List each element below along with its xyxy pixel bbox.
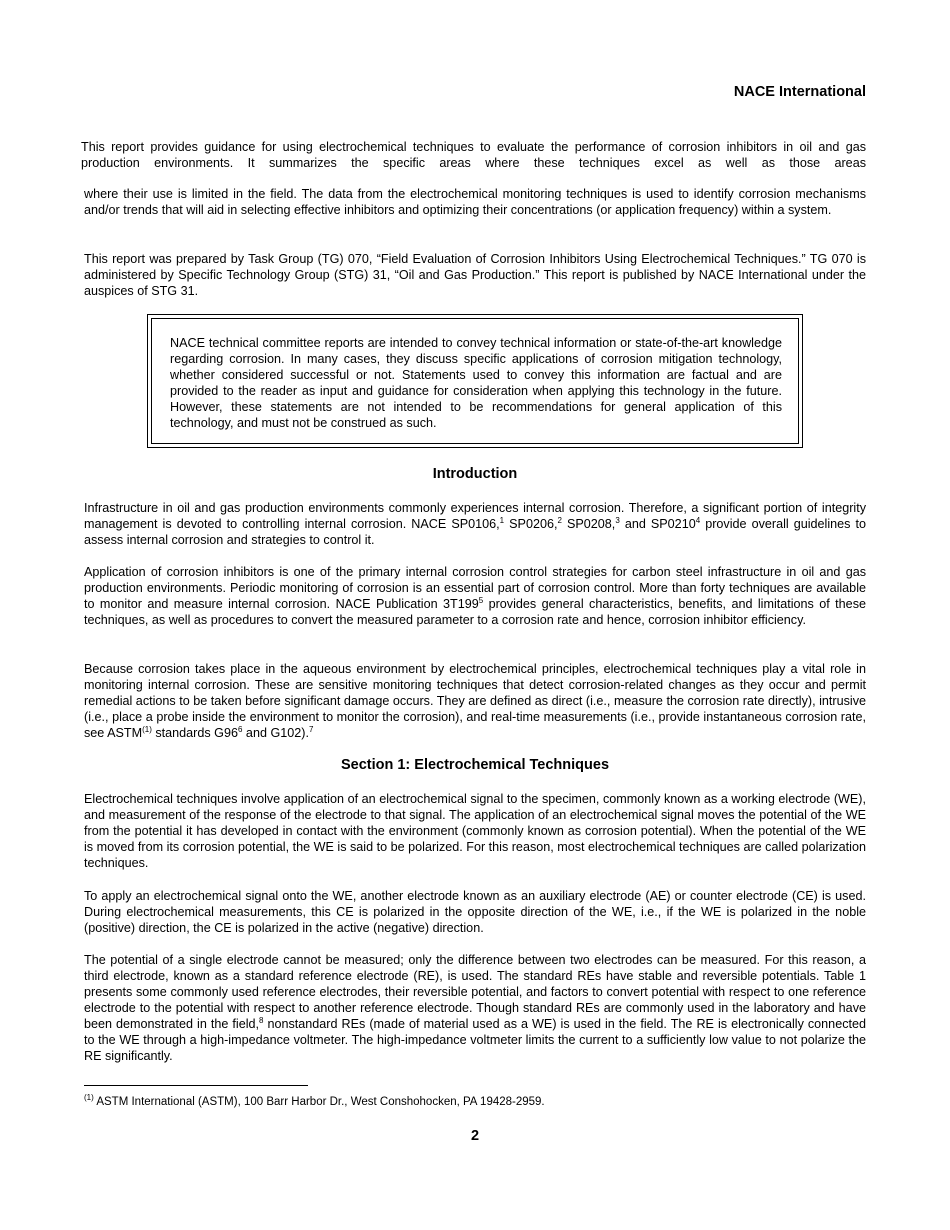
- foreword-paragraph-task-group: This report was prepared by Task Group (TG) 070, “Field Evaluation of Corrosion Inhibitors Using Electrochemical Techniques.” TG 070 is administered by Specific Technology Group (STG) 31, “Oil and Gas Production.” This report is published by NACE International under the auspices of STG 31.: [84, 252, 866, 298]
- reference-superscript: 6: [237, 724, 243, 734]
- text-run: standards G96: [151, 726, 238, 740]
- committee-notice-inner-border: [151, 318, 799, 444]
- footnote-marker: (1): [84, 1093, 94, 1103]
- text-run: Application of corrosion inhibitors is one of the primary internal corrosion control strategies for carbon steel infrastructure in oil and gas production environments. Periodic monitoring of corrosion is an essential part of corrosion control. More than forty techniques are available to monitor and measure internal corrosion. NACE Publication 3T199: [84, 565, 866, 611]
- section-1-paragraph-2: To apply an electrochemical signal onto the WE, another electrode known as an auxiliary electrode (AE) or counter electrode (CE) is used. During electrochemical measurements, this CE is polarized in the opposite direction of the WE, i.e., if the WE is polarized in the noble (positive) direction, the CE is polarized in the active (negative) direction.: [84, 889, 866, 935]
- introduction-paragraph-1: [84, 500, 866, 548]
- reference-superscript: 7: [308, 724, 314, 734]
- section-1-paragraph-1: Electrochemical techniques involve application of an electrochemical signal to the specimen, commonly known as a working electrode (WE), and measurement of the response of the electrode to that signal. The application of an electrochemical signal moves the potential of the WE from the potential it has developed in contact with the environment (commonly known as corrosion potential). When the potential of the WE is moved from its corrosion potential, the WE is said to be polarized. For this reason, most electrochemical techniques are called polarization techniques.: [84, 792, 866, 870]
- page-number: 2: [470, 1128, 480, 1144]
- text-run: provide overall guidelines to assess internal corrosion and strategies to control it.: [84, 517, 866, 547]
- footnote: [84, 1093, 545, 1108]
- committee-notice-box: [147, 314, 803, 448]
- reference-superscript: 2: [557, 515, 562, 525]
- reference-superscript: 3: [615, 515, 620, 525]
- foreword-paragraph-lead: This report provides guidance for using electrochemical techniques to evaluate the performance of corrosion inhibitors in oil and gas production environments. It summarizes the specific areas where these techniques excel as well as those areas: [81, 140, 866, 170]
- text-run: and G102).: [242, 726, 309, 740]
- reference-superscript: 8: [259, 1015, 264, 1025]
- foreword-paragraph-continued: where their use is limited in the field. The data from the electrochemical monitoring techniques is used to identify corrosion mechanisms and/or trends that will aid in selecting effective inhibitors and optimizing their concentrations (or application frequency) within a system.: [84, 187, 866, 217]
- footnote-text: ASTM International (ASTM), 100 Barr Harbor Dr., West Conshohocken, PA 19428-2959.: [93, 1096, 545, 1108]
- text-run: and SP0210: [619, 517, 696, 531]
- text-run: Because corrosion takes place in the aqueous environment by electrochemical principles, electrochemical techniques play a vital role in monitoring internal corrosion. These are sensitive monitoring techniques that detect corrosion-related changes as they occur and permit remedial actions to be taken before significant damage occurs. They are defined as direct (i.e., measure the corrosion rate directly), intrusive (i.e., place a probe inside the environment to monitor the corrosion), and real-time measurements (i.e., provide instantaneous corrosion rate, see ASTM: [84, 662, 866, 740]
- section-1-paragraph-3: [84, 952, 866, 1064]
- footnote-separator: [84, 1085, 308, 1086]
- footnote-superscript: (1): [142, 724, 152, 734]
- section-1-heading: Section 1: Electrochemical Techniques: [340, 757, 610, 773]
- text-run: The potential of a single electrode cannot be measured; only the difference between two electrodes can be measured. For this reason, a third electrode, known as a standard reference electrode (RE), is used. The standard REs have stable and reversible potentials. Table 1 presents some commonly used reference electrodes, their reversible potential, and factors to convert potential with respect to one reference electrode to the potential with respect to another reference electrode. Though standard REs are commonly used in the laboratory and have been demonstrated in the field,: [84, 953, 866, 1031]
- running-header: NACE International: [733, 84, 866, 100]
- introduction-paragraph-2: [84, 564, 866, 628]
- text-run: SP0208,: [561, 517, 616, 531]
- introduction-paragraph-3: [84, 661, 866, 741]
- committee-notice-text: NACE technical committee reports are intended to convey technical information or state-of-the-art knowledge regarding corrosion. In many cases, they discuss specific applications of corrosion mitigation technology, whether considered successful or not. Statements used to convey this information are factual and are provided to the reader as input and guidance for consideration when applying this technology in the future. However, these statements are not intended to be recommendations for general application of this technology, and must not be construed as such.: [170, 336, 782, 430]
- text-run: provides general characteristics, benefits, and limitations of these techniques, as well as procedures to convert the measured parameter to a corrosion rate and hence, corrosion inhibitor efficiency.: [84, 597, 866, 627]
- reference-superscript: 4: [695, 515, 701, 525]
- reference-superscript: 1: [499, 515, 505, 525]
- text-run: Infrastructure in oil and gas production environments commonly experiences internal corrosion. Therefore, a significant portion of integrity management is devoted to controlling internal corrosion. NACE SP0106,: [84, 501, 866, 531]
- reference-superscript: 5: [478, 595, 484, 605]
- text-run: nonstandard REs (made of material used as a WE) is used in the field. The RE is electronically connected to the WE through a high-impedance voltmeter. The high-impedance voltmeter limits the current to a sufficiently low value to not polarize the RE significantly.: [84, 1017, 866, 1063]
- introduction-heading: Introduction: [432, 466, 518, 482]
- text-run: SP0206,: [504, 517, 558, 531]
